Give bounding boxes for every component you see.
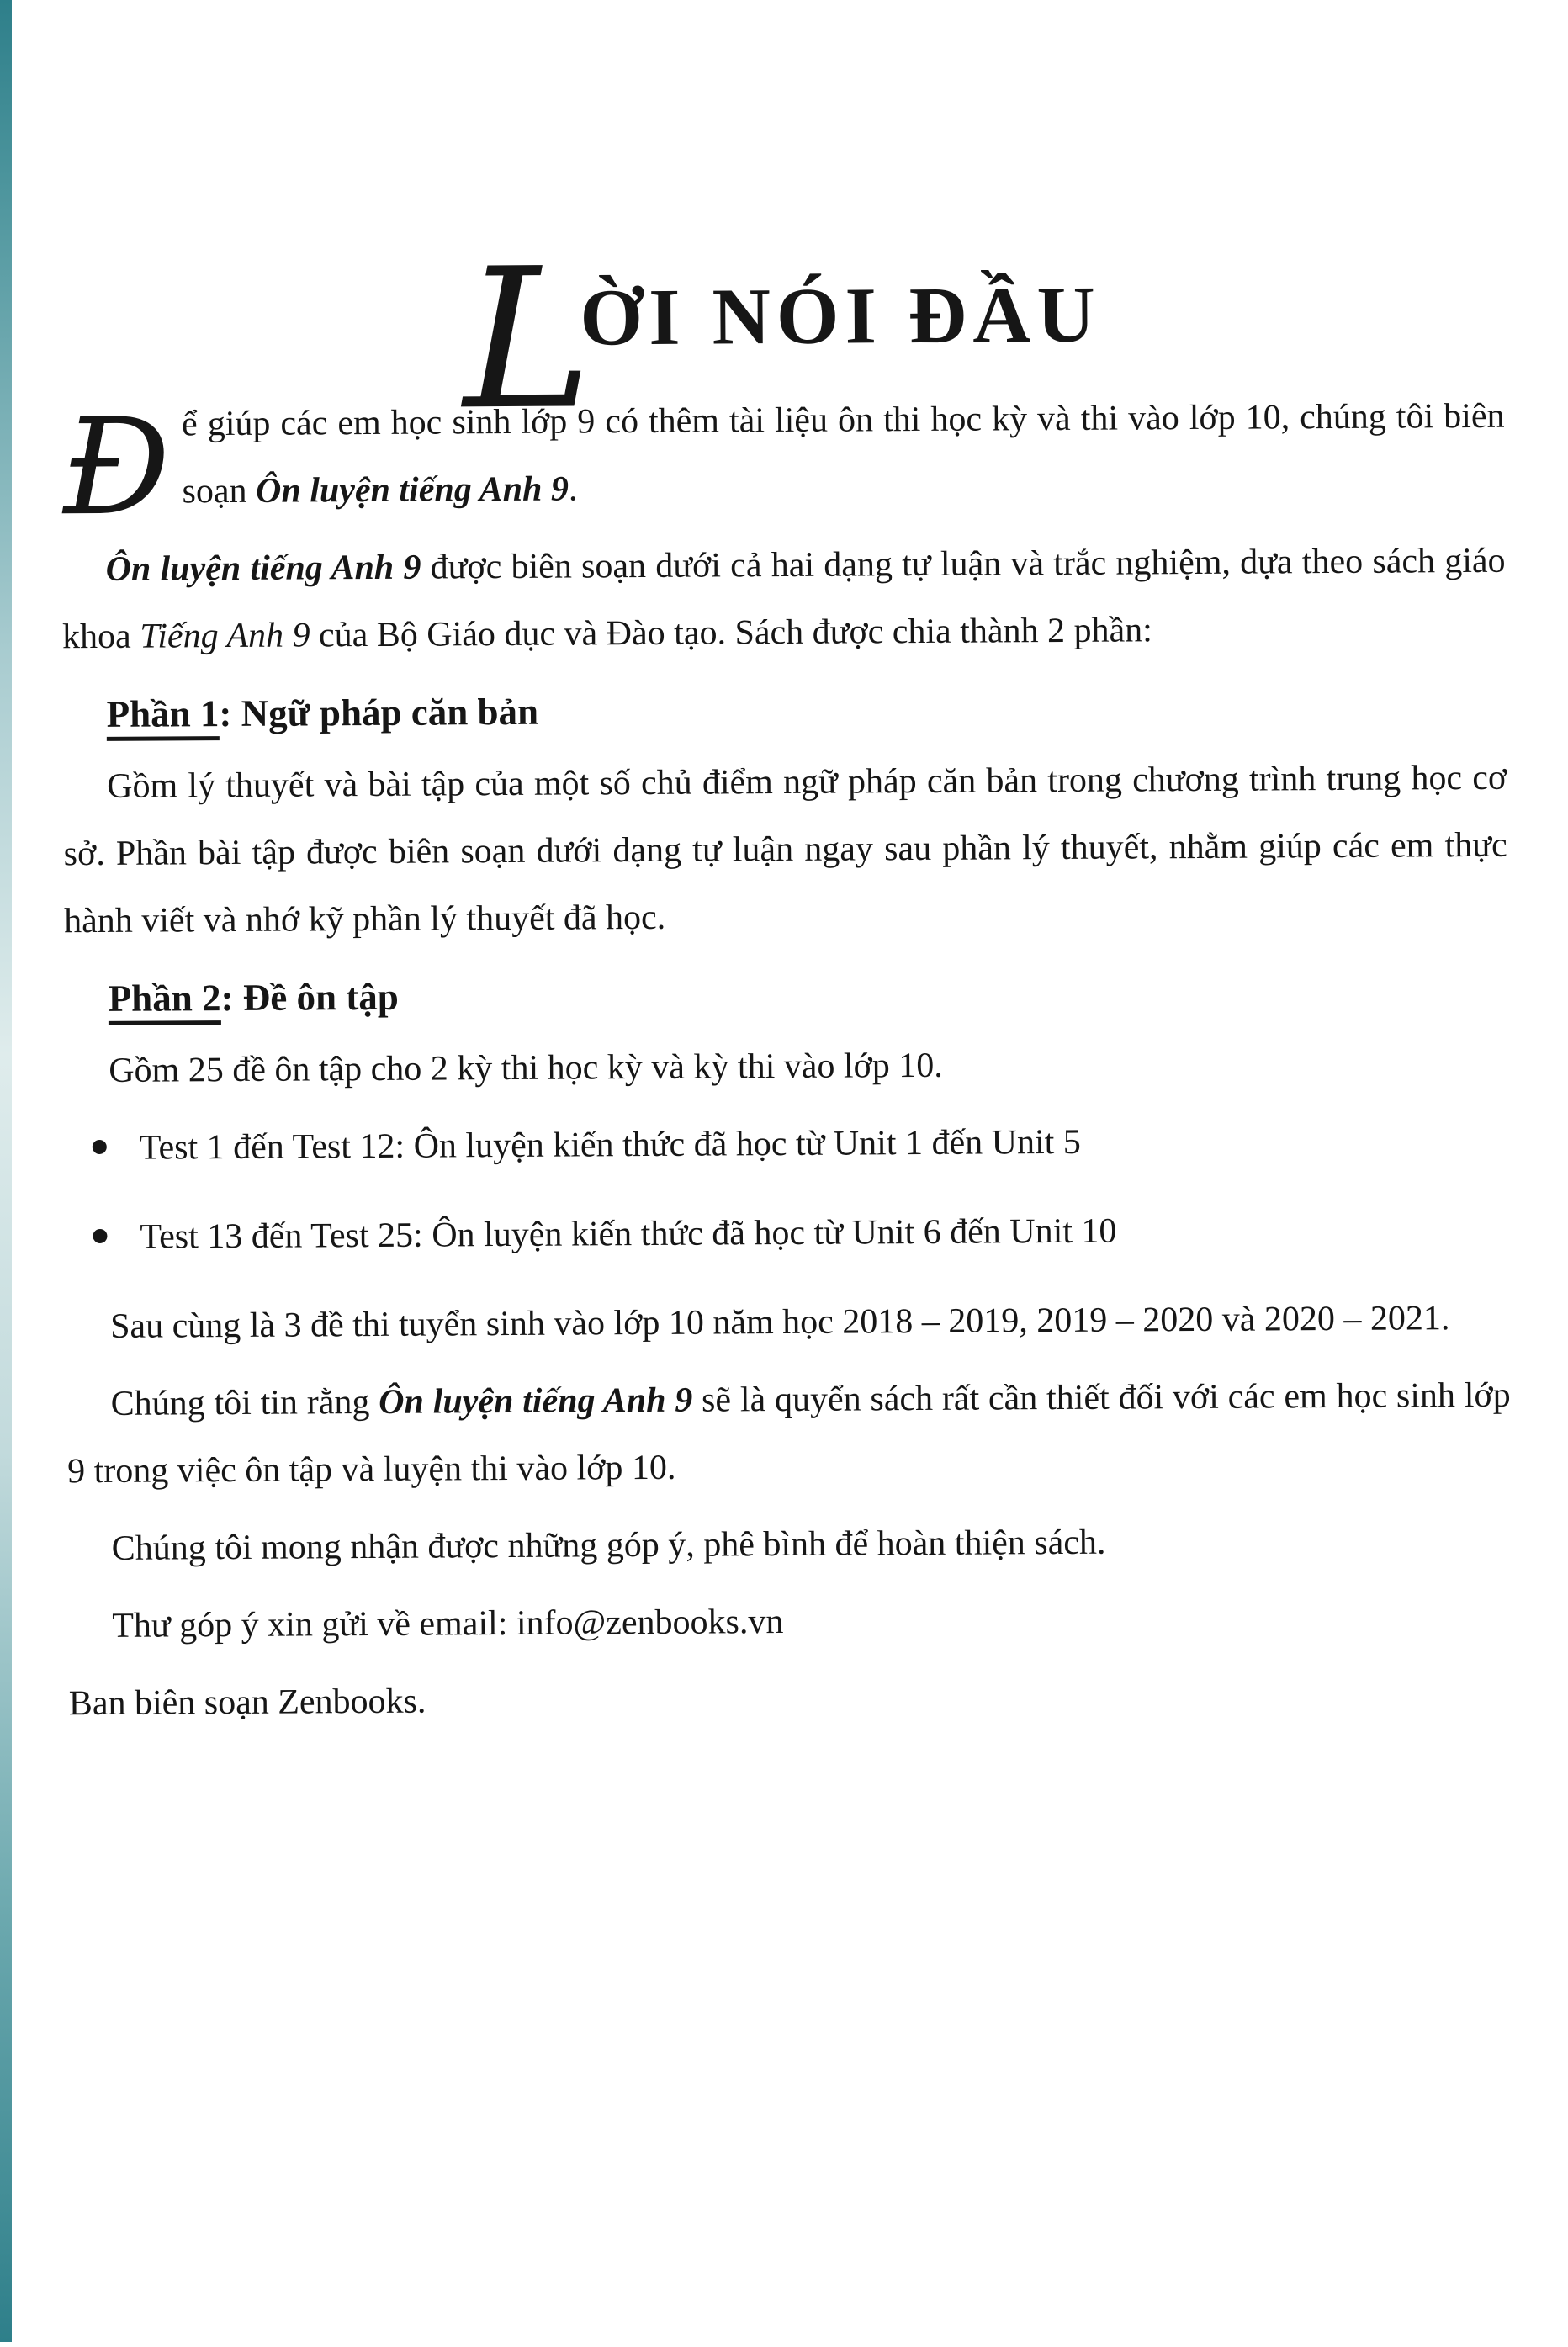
book-title-mention: Ôn luyện tiếng Anh 9 bbox=[255, 469, 569, 511]
part1-name: Ngữ pháp căn bản bbox=[241, 690, 539, 734]
list-item bbox=[66, 1106, 1509, 1182]
part2-body-paragraph: Gồm 25 đề ôn tập cho 2 kỳ thi học kỳ và kỳ thi vào lớp 10. bbox=[109, 1046, 943, 1090]
bullet-icon bbox=[93, 1229, 107, 1243]
intro-paragraph bbox=[61, 383, 1505, 546]
signature-line: Ban biên soạn Zenbooks. bbox=[68, 1682, 426, 1724]
test-range-1: Test 1 đến Test 12: Ôn luyện kiến thức đã học từ Unit 1 đến Unit 5 bbox=[139, 1122, 1081, 1168]
part1-colon: : bbox=[219, 691, 241, 735]
part2-heading bbox=[108, 956, 1507, 1032]
email-paragraph bbox=[68, 1584, 1512, 1660]
about-text: được biên soạn dưới cả hai dạng tự luận và trắc nghiệm, dựa theo sách giáo khoa bbox=[61, 541, 1506, 657]
email-text: Thư góp ý xin gửi về email: bbox=[112, 1603, 517, 1645]
about-paragraph bbox=[61, 527, 1506, 670]
part1-body-paragraph: Gồm lý thuyết và bài tập của một số chủ điểm ngữ pháp căn bản trong chương trình trung học cơ sở. Phần bài tập được biên soạn dưới dạng tự luận ngay sau phần lý thuyết, nhằm giúp các em thực hành viết và nhớ kỹ phần lý thuyết đã học. bbox=[63, 758, 1507, 941]
paragraph-dropcap-letter: Đ bbox=[62, 389, 171, 546]
about-text-end: của Bộ Giáo dục và Đào tạo. Sách được chia thành 2 phần: bbox=[310, 611, 1152, 655]
test-range-list bbox=[66, 1106, 1510, 1271]
list-item bbox=[66, 1195, 1509, 1271]
part1-label: Phần 1 bbox=[107, 692, 220, 741]
exam-years-paragraph: Sau cùng là 3 đề thi tuyển sinh vào lớp 10 năm học 2018 – 2019, 2019 – 2020 và 2020 – 2021. bbox=[109, 1299, 1450, 1346]
intro-text: ể giúp các em học sinh lớp 9 có thêm tài liệu ôn thi học kỳ và thi vào lớp 10, chúng tôi biên soạn bbox=[181, 396, 1505, 511]
part2-name: Đề ôn tập bbox=[242, 975, 399, 1019]
book-title-mention: Ôn luyện tiếng Anh 9 bbox=[379, 1380, 693, 1422]
textbook-title-mention: Tiếng Anh 9 bbox=[140, 616, 310, 656]
belief-paragraph bbox=[66, 1362, 1511, 1505]
title-dropcap-letter: L bbox=[463, 227, 593, 453]
title-text: ỜI NÓI ĐẦU bbox=[580, 268, 1102, 363]
belief-text: Chúng tôi tin rằng bbox=[110, 1382, 379, 1423]
part1-heading bbox=[106, 672, 1506, 748]
book-title-mention: Ôn luyện tiếng Anh 9 bbox=[105, 548, 421, 589]
email-address: info@zenbooks.vn bbox=[516, 1603, 784, 1643]
page-content bbox=[59, 0, 1513, 1747]
bullet-icon bbox=[93, 1140, 107, 1154]
feedback-paragraph: Chúng tôi mong nhận được những góp ý, phê bình để hoàn thiện sách. bbox=[111, 1523, 1106, 1568]
belief-text-end: sẽ là quyển sách rất cần thiết đối với các em học sinh lớp 9 trong việc ôn tập và luyện thi vào lớp 10. bbox=[67, 1375, 1511, 1491]
part2-colon: : bbox=[220, 976, 243, 1020]
test-range-2: Test 13 đến Test 25: Ôn luyện kiến thức đã học từ Unit 6 đến Unit 10 bbox=[140, 1211, 1117, 1257]
intro-text-end: . bbox=[568, 469, 578, 509]
part2-label: Phần 2 bbox=[109, 977, 221, 1025]
page-title bbox=[59, 122, 1504, 453]
